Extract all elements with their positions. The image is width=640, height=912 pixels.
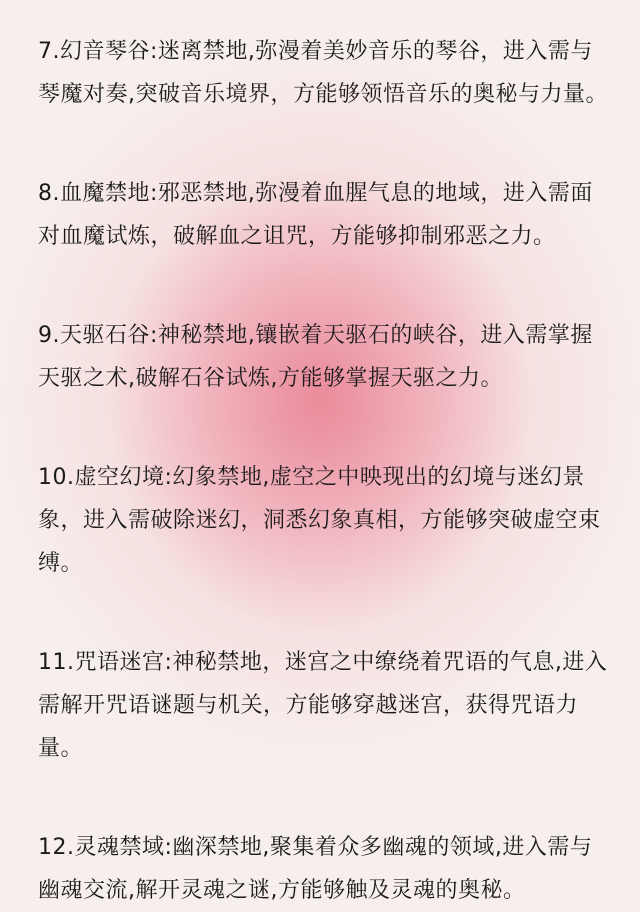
article-body [38, 30, 613, 912]
entry-11: 11.咒语迷宫:神秘禁地，迷宫之中缭绕着咒语的气息,进入需解开咒语谜题与机关，方能够穿越迷宫，获得咒语力量。 [38, 650, 608, 761]
entry-12: 12.灵魂禁域:幽深禁地,聚集着众多幽魂的领域,进入需与幽魂交流,解开灵魂之谜,方能够触及灵魂的奥秘。 [38, 835, 593, 903]
entry-7: 7.幻音琴谷:迷离禁地,弥漫着美妙音乐的琴谷，进入需与琴魔对奏,突破音乐境界，方能够领悟音乐的奥秘与力量。 [38, 39, 608, 107]
entry-10: 10.虚空幻境:幻象禁地,虚空之中映现出的幻境与迷幻景象，进入需破除迷幻，洞悉幻象真相，方能够突破虚空束缚。 [38, 465, 601, 576]
entry-8: 8.血魔禁地:邪恶禁地,弥漫着血腥气息的地域，进入需面对血魔试炼，破解血之诅咒，方能够抑制邪恶之力。 [38, 181, 593, 249]
entry-9: 9.天驱石谷:神秘禁地,镶嵌着天驱石的峡谷，进入需掌握天驱之术,破解石谷试炼,方能够掌握天驱之力。 [38, 323, 593, 391]
